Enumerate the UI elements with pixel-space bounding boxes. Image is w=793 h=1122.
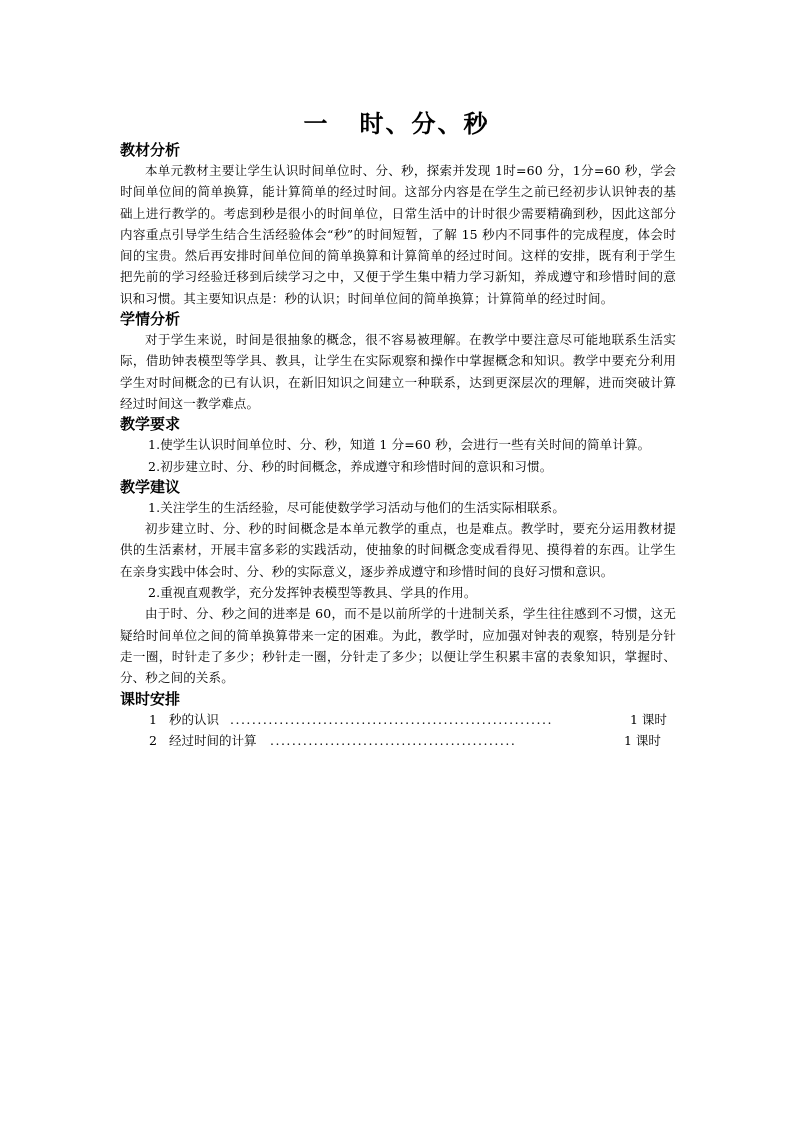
- schedule-row-label: 秒的认识: [169, 711, 220, 727]
- requirement-item: 2.初步建立时、分、秒的时间概念，养成遵守和珍惜时间的意识和习惯。: [148, 458, 553, 474]
- schedule-row-number: 2: [149, 732, 157, 748]
- schedule-row-hours: 1 课时: [624, 732, 661, 748]
- students-paragraph: 对于学生来说，时间是很抽象的概念，很不容易被理解。在教学中要注意尽可能地联系生活实际，借助钟表模型等学具、教具，让学生在实际观察和操作中掌握概念和知识。教学中要充分利用学生对时间概念的已有认识，在新旧知识之间建立一种联系，达到更深层次的理解，进而突破计算经过时间这一教学难点。: [120, 332, 676, 411]
- schedule-row-hours: 1 课时: [630, 711, 667, 727]
- requirement-item: 1.使学生认识时间单位时、分、秒，知道 1 分=60 秒，会进行一些有关时间的简单计算。: [148, 437, 651, 453]
- schedule-row-number: 1: [149, 711, 157, 727]
- chapter-number: 一: [303, 110, 330, 138]
- page-title: [0, 104, 793, 139]
- document-body: [120, 140, 676, 751]
- schedule-row-label: 经过时间的计算: [169, 732, 257, 748]
- schedule-row-leader: .............................................: [270, 732, 517, 748]
- analysis-paragraph: 本单元教材主要让学生认识时间单位时、分、秒，探索并发现 1时=60 分，1分=60 秒，学会时间单位间的简单换算，能计算简单的经过时间。这部分内容是在学生之前已经初步认识钟表的基础上进行教学的。考虑到秒是很小的时间单位，日常生活中的计时很少需要精确到秒，因此这部分内容重点引导学生结合生活经验体会“秒”的时间短暂，了解 15 秒内不同事件的完成程度，体会时间的宝贵。然后再安排时间单位间的简单换算和计算简单的经过时间。这样的安排，既有利于学生把先前的学习经验迁移到后续学习之中，又便于学生集中精力学习新知，养成遵守和珍惜时间的意识和习惯。其主要知识点是：秒的认识；时间单位间的简单换算；计算简单的经过时间。: [120, 163, 676, 306]
- section-heading-suggestions: 教学建议: [120, 477, 181, 496]
- schedule-row: [120, 730, 676, 751]
- schedule-row: [120, 709, 676, 730]
- chapter-title: 时、分、秒: [359, 110, 490, 138]
- suggestion-point-2: 2.重视直观教学，充分发挥钟表模型等教具、学具的作用。: [148, 585, 477, 601]
- suggestion-point-2-text: 由于时、分、秒之间的进率是 60，而不是以前所学的十进制关系，学生往往感到不习惯，这无疑给时间单位之间的简单换算带来一定的困难。为此，教学时，应加强对钟表的观察，特别是分针走一圈，时针走了多少；秒针走一圈，分针走了多少；以便让学生积累丰富的表象知识，掌握时、分、秒之间的关系。: [120, 606, 676, 686]
- schedule-row-leader: ...........................................................: [230, 711, 553, 727]
- suggestion-point-1-text: 初步建立时、分、秒的时间概念是本单元教学的重点，也是难点。教学时，要充分运用教材提供的生活素材，开展丰富多彩的实践活动，使抽象的时间概念变成看得见、摸得着的东西。让学生在亲身实践中体会时、分、秒的实际意义，逐步养成遵守和珍惜时间的良好习惯和意识。: [120, 521, 676, 579]
- section-heading-schedule: 课时安排: [120, 689, 181, 708]
- section-heading-students: 学情分析: [120, 310, 181, 329]
- section-heading-analysis: 教材分析: [120, 141, 181, 159]
- section-heading-requirements: 教学要求: [120, 415, 181, 434]
- suggestion-point-1: 1.关注学生的生活经验，尽可能使数学学习活动与他们的生活实际相联系。: [148, 499, 566, 515]
